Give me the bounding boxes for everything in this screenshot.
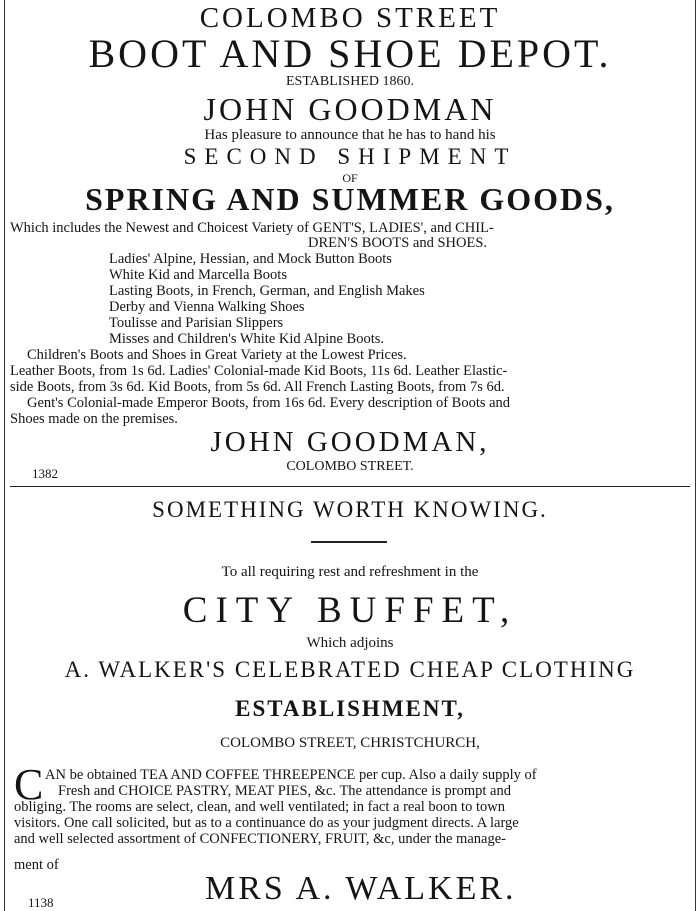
advert-number: 1138 [28, 895, 54, 910]
proprietor-name: JOHN GOODMAN [203, 91, 497, 127]
children-line: Children's Boots and Shoes in Great Variety at the Lowest Prices. [27, 347, 407, 363]
body-line-5: and well selected assortment of CONFECTIONERY, FRUIT, &c, under the manage- [14, 831, 506, 847]
adjoins-line: Which adjoins [306, 635, 394, 651]
body-line-3: obliging. The rooms are select, clean, and well ventilated; in fact a real boon to town [14, 799, 505, 815]
depot-title: BOOT AND SHOE DEPOT. [88, 31, 612, 76]
of-word: OF [342, 171, 358, 185]
prices-line-2: side Boots, from 3s 6d. Kid Boots, from 5s 6d. All French Lasting Boots, from 7s 6d. [10, 379, 505, 395]
second-shipment-heading: SECOND SHIPMENT [183, 144, 517, 169]
something-worth-knowing-headline: SOMETHING WORTH KNOWING. [152, 497, 548, 522]
includes-line-1: Which includes the Newest and Choicest Variety of GENT'S, LADIES', and CHIL- [10, 220, 494, 236]
includes-line-2: DREN'S BOOTS and SHOES. [308, 235, 488, 251]
street-title: COLOMBO STREET [199, 2, 501, 34]
establishment-heading: ESTABLISHMENT, [235, 696, 465, 721]
depot-address: COLOMBO STREET. [286, 459, 414, 474]
body-line-4: visitors. One call solicited, but as to a continuance do as your judgment directs. A large [14, 815, 519, 831]
announce-line: Has pleasure to announce that he has to hand his [204, 127, 496, 143]
body-line-1: AN be obtained TEA AND COFFEE THREEPENCE per cup. Also a daily supply of [45, 767, 537, 783]
body-line-6: ment of [14, 857, 59, 873]
list-item: Misses and Children's White Kid Alpine Boots. [109, 331, 385, 347]
list-item: Derby and Vienna Walking Shoes [109, 299, 305, 315]
list-item: Ladies' Alpine, Hessian, and Mock Button Boots [109, 251, 392, 267]
body-line-2: Fresh and CHOICE PASTRY, MEAT PIES, &c. The attendance is prompt and [58, 783, 511, 799]
goods-title: SPRING AND SUMMER GOODS, [85, 181, 615, 217]
walker-clothing-line: A. WALKER'S CELEBRATED CHEAP CLOTHING [64, 657, 636, 682]
proprietor-signature: JOHN GOODMAN, [210, 426, 490, 458]
intro-line: To all requiring rest and refreshment in the [221, 564, 479, 580]
advert-divider [10, 486, 690, 487]
list-item: Lasting Boots, in French, German, and English Makes [109, 283, 425, 299]
list-item: White Kid and Marcella Boots [109, 267, 287, 283]
buffet-address: COLOMBO STREET, CHRISTCHURCH, [220, 735, 480, 751]
city-buffet-title: CITY BUFFET, [182, 590, 518, 631]
short-rule [311, 541, 387, 543]
prices-line-1: Leather Boots, from 1s 6d. Ladies' Colonial-made Kid Boots, 11s 6d. Leather Elastic- [10, 363, 508, 379]
gents-line-2: Shoes made on the premises. [10, 411, 178, 427]
drop-cap-letter: C [14, 760, 44, 809]
walker-signature: MRS A. WALKER. [205, 870, 517, 907]
list-item: Toulisse and Parisian Slippers [109, 315, 284, 331]
gents-line-1: Gent's Colonial-made Emperor Boots, from 16s 6d. Every description of Boots and [27, 395, 511, 411]
advert-number: 1382 [32, 466, 58, 481]
established-line: ESTABLISHED 1860. [286, 74, 414, 89]
